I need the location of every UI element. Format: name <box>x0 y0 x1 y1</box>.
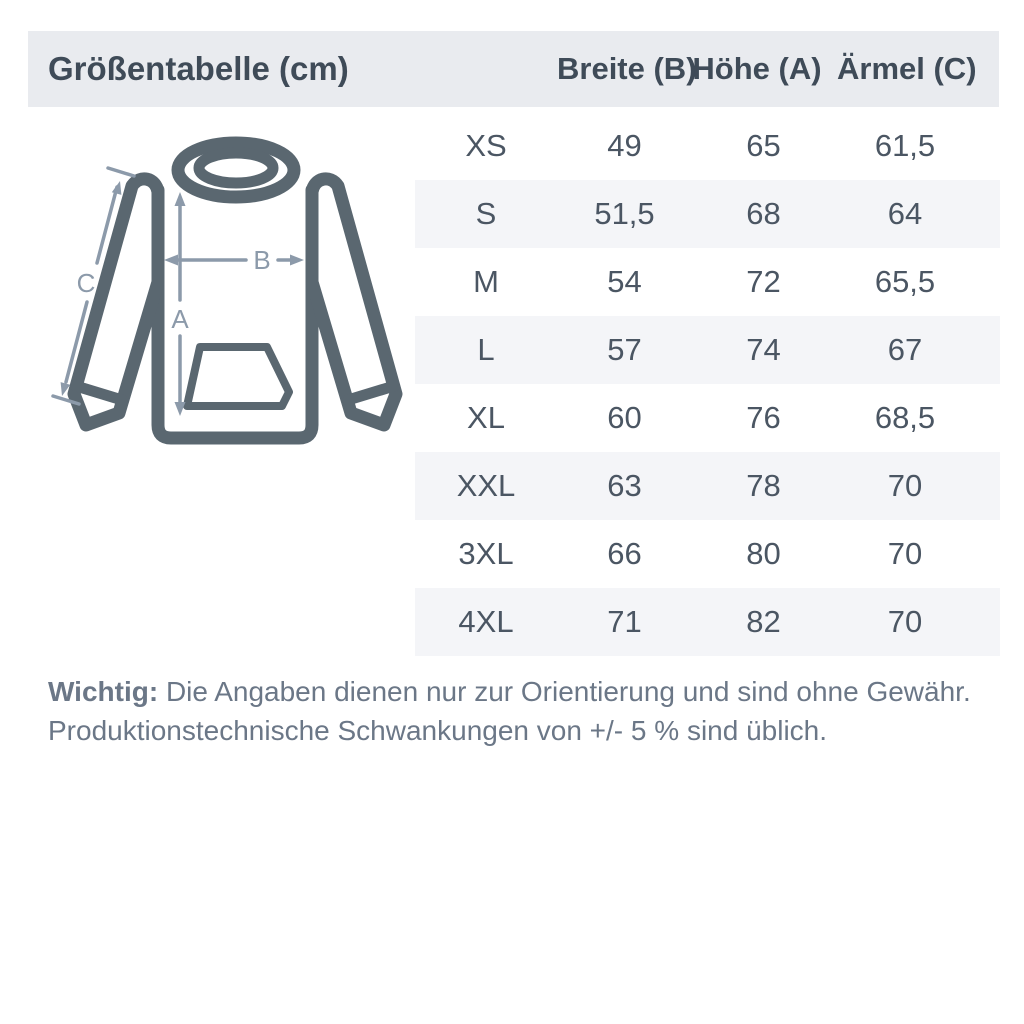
cell-breite: 57 <box>607 332 642 367</box>
table-row <box>415 588 1000 656</box>
hoodie-pocket <box>187 347 289 406</box>
cell-size: S <box>475 196 497 231</box>
dimension-width-label: B <box>253 245 271 275</box>
cell-size: 3XL <box>458 536 514 571</box>
table-row <box>415 452 1000 520</box>
cell-breite: 54 <box>607 264 642 299</box>
cell-hoehe: 74 <box>746 332 781 367</box>
cell-hoehe: 65 <box>746 128 781 163</box>
cell-aermel: 68,5 <box>874 400 936 435</box>
dimension-width-arrow <box>164 245 304 275</box>
cell-aermel: 70 <box>887 604 923 639</box>
table-row <box>415 180 1000 248</box>
disclaimer-line2: Produktionstechnische Schwankungen von +/- 5 % sind üblich. <box>48 715 828 746</box>
cell-hoehe: 82 <box>746 604 781 639</box>
hoodie-hood-inner <box>199 153 273 183</box>
cell-aermel: 65,5 <box>874 264 936 299</box>
cell-hoehe: 72 <box>746 264 781 299</box>
table-row <box>415 316 1000 384</box>
cell-breite: 49 <box>607 128 642 163</box>
cell-hoehe: 76 <box>746 400 781 435</box>
cell-aermel: 61,5 <box>874 128 936 163</box>
hoodie-right-cuff <box>348 386 394 400</box>
table-row <box>415 112 1000 180</box>
cell-breite: 63 <box>607 468 642 503</box>
cell-size: L <box>477 332 495 367</box>
table-row <box>415 384 1000 452</box>
column-header-hoehe: Höhe (A) <box>692 51 822 86</box>
cell-aermel: 67 <box>887 332 923 367</box>
dimension-height-label: A <box>171 304 189 334</box>
size-table-rows <box>415 112 1000 656</box>
column-header-breite: Breite (B) <box>557 51 697 86</box>
cell-hoehe: 68 <box>746 196 781 231</box>
table-row <box>415 520 1000 588</box>
cell-size: XL <box>467 400 505 435</box>
cell-size: XXL <box>456 468 516 503</box>
cell-aermel: 64 <box>887 196 923 231</box>
cell-size: M <box>473 264 499 299</box>
disclaimer-lead: Wichtig: <box>48 676 159 707</box>
hoodie-diagram <box>40 130 430 470</box>
cell-breite: 71 <box>607 604 642 639</box>
cell-size: XS <box>465 128 507 163</box>
hoodie-illustration-icon <box>40 130 430 470</box>
dimension-sleeve-label: C <box>76 268 96 298</box>
dimension-height-arrow <box>171 192 189 416</box>
cell-aermel: 70 <box>887 536 923 571</box>
column-header-aermel: Ärmel (C) <box>837 51 977 86</box>
hoodie-left-cuff <box>76 386 122 400</box>
cell-breite: 60 <box>607 400 642 435</box>
disclaimer-note <box>48 672 983 750</box>
cell-hoehe: 78 <box>746 468 781 503</box>
page-title: Größentabelle (cm) <box>48 50 349 87</box>
cell-size: 4XL <box>458 604 514 639</box>
cell-breite: 51,5 <box>594 196 655 231</box>
cell-breite: 66 <box>607 536 642 571</box>
cell-hoehe: 80 <box>746 536 781 571</box>
table-row <box>415 248 1000 316</box>
column-headers <box>415 31 1000 107</box>
cell-aermel: 70 <box>887 468 923 503</box>
disclaimer-line1: Die Angaben dienen nur zur Orientierung und sind ohne Gewähr. <box>165 676 971 707</box>
